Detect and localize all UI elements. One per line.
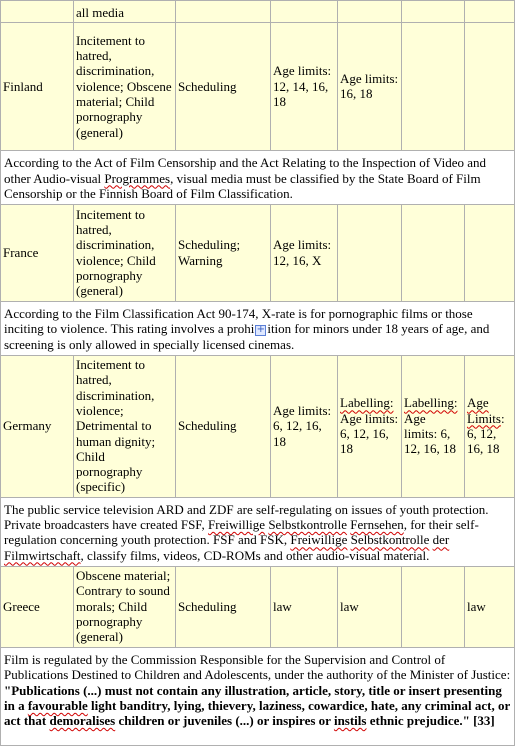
table-cell: [176, 1, 271, 23]
note-text: The public service television ARD and ZDF are self-regulating on issues of youth protection. Private broadcasters have created FSF,: [4, 501, 489, 533]
spellcheck-word: instils: [333, 713, 367, 729]
spellcheck-word: Selbstkontrolle: [268, 517, 348, 533]
spellcheck-word: der: [432, 532, 450, 548]
table-cell: [465, 23, 515, 151]
spellcheck-word: Freiwillige: [208, 517, 266, 533]
note-cell: [1, 302, 515, 356]
measures-cell: Scheduling: [176, 566, 271, 647]
table-row: [1, 356, 515, 498]
table-cell: Age limits: 6, 12, 16, 18: [271, 356, 338, 498]
table-cell: law: [271, 566, 338, 647]
table-cell: Age limits: 12, 14, 16, 18: [271, 23, 338, 151]
note-text: , visual media must be classified by the State Board of Film Censorship or the Finnish Board of Film Classification.: [4, 170, 481, 201]
cell-text: : 6, 12, 16, 18: [467, 410, 505, 457]
spellcheck-word: Freiwillige: [290, 532, 348, 548]
note-row: [1, 151, 515, 205]
spellcheck-word: Filmwirtschaft: [4, 547, 81, 563]
table-row: [1, 205, 515, 302]
table-row: [1, 566, 515, 647]
quote-text: ethnic prejudice." [33]: [366, 713, 495, 729]
table-cell: [271, 1, 338, 23]
note-text: According to the Act of Film Censorship and the Act Relating to the Inspection of Video and other Audio-visual: [4, 155, 487, 186]
cell-text: Age limits: 6, 12, 16, 18: [404, 410, 456, 457]
spellcheck-word: Labelling:: [404, 395, 458, 411]
spellcheck-word: demoralises: [49, 713, 116, 729]
content-cell: Incitement to hatred, discrimination, violence; Child pornography (general): [74, 205, 176, 302]
note-row: [1, 302, 515, 356]
table-row: [1, 1, 515, 23]
table-cell: Age limits: 12, 16, X: [271, 205, 338, 302]
note-cell: [1, 647, 515, 745]
quote-text: light banditry, lying, thievery, laziness, cowardice, hate, any criminal act, or act that: [4, 697, 511, 729]
content-cell: Obscene material; Contrary to sound morals; Child pornography (general): [74, 566, 176, 647]
table-cell: all media: [74, 1, 176, 23]
country-cell: Finland: [1, 23, 74, 151]
table-cell: [402, 23, 465, 151]
cell-text: Age limits: 6, 12, 16, 18: [340, 410, 399, 457]
move-handle-icon[interactable]: [255, 325, 266, 336]
note-text: Film is regulated by the Commission Responsible for the Supervision and Control of Publications Destined to Children and Adolescents, under the authority of the Minister of Justice:: [4, 651, 511, 683]
note-cell: [1, 151, 515, 205]
table-cell: [465, 1, 515, 23]
spellcheck-word: Selbstkontrolle: [350, 532, 430, 548]
table-row: [1, 23, 515, 151]
note-text: According to the Film Classification Act 90-174, X-rate is for pornographic films or those inciting to violence. This rating involves a prohi: [4, 306, 473, 337]
table-cell: [338, 205, 402, 302]
table-cell: [338, 356, 402, 498]
table-cell: [402, 1, 465, 23]
note-text: , classify films, videos, CD-ROMs and other audio-visual material.: [80, 547, 430, 563]
content-cell: Incitement to hatred, discrimination, violence; Detrimental to human dignity; Child pornography (specific): [74, 356, 176, 498]
spellcheck-word: Age Limits: [467, 395, 501, 426]
quote-text: children or juveniles (...) or inspires or: [115, 713, 334, 729]
table-cell: [1, 1, 74, 23]
measures-cell: Scheduling; Warning: [176, 205, 271, 302]
note-text: , for their self-regulation concerning youth protection. FSF and FSK,: [4, 517, 479, 548]
table-cell: [402, 566, 465, 647]
measures-cell: Scheduling: [176, 356, 271, 498]
spellcheck-word: Programmes: [104, 170, 171, 186]
note-row: [1, 647, 515, 745]
country-cell: Greece: [1, 566, 74, 647]
table-cell: [402, 205, 465, 302]
table-cell: [465, 205, 515, 302]
spellcheck-word: Labelling:: [340, 395, 394, 411]
table-cell: [402, 356, 465, 498]
content-cell: Incitement to hatred, discrimination, violence; Obscene material; Child pornography (general): [74, 23, 176, 151]
quote-text: "Publications (...) must not contain any illustration, article, story, title or insert presenting in a: [4, 682, 502, 713]
spellcheck-word: favourable: [27, 697, 88, 713]
country-cell: Germany: [1, 356, 74, 498]
table-cell: [338, 1, 402, 23]
note-row: [1, 497, 515, 566]
measures-cell: Scheduling: [176, 23, 271, 151]
spellcheck-word: Fernsehen: [350, 517, 404, 533]
table-cell: law: [338, 566, 402, 647]
table-cell: [465, 356, 515, 498]
table-cell: Age limits: 16, 18: [338, 23, 402, 151]
country-cell: France: [1, 205, 74, 302]
note-cell: [1, 497, 515, 566]
note-text: ition for minors under 18 years of age, and screening is only allowed in specially licensed cinemas.: [4, 321, 490, 352]
table-cell: law: [465, 566, 515, 647]
